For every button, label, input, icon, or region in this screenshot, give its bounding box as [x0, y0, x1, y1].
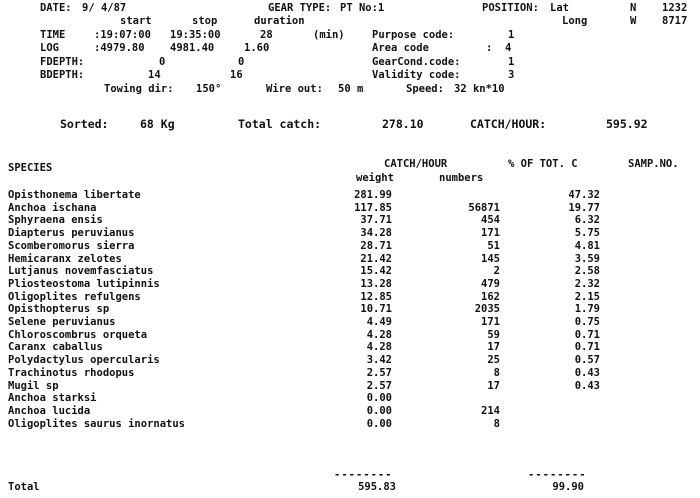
- area-code-value: : 4: [486, 42, 512, 54]
- species-name: Diapterus peruvianus: [8, 227, 135, 240]
- lat-value: 1232: [662, 2, 688, 14]
- species-numbers: 59: [487, 328, 500, 341]
- time-unit: (min): [313, 29, 345, 41]
- gear-type-value: PT No:1: [340, 2, 385, 14]
- species-numbers: 8: [493, 366, 500, 379]
- species-numbers: 2035: [474, 303, 500, 316]
- species-percent: 4.81: [574, 239, 600, 252]
- species-percent: 5.75: [574, 227, 600, 240]
- validity-code-value: 3: [508, 69, 515, 81]
- purpose-code-label: Purpose code:: [372, 29, 455, 41]
- position-label: POSITION:: [482, 2, 539, 14]
- species-weight: 2.57: [366, 379, 392, 392]
- species-weight: 34.28: [360, 227, 392, 240]
- species-name: Chloroscombrus orqueta: [8, 328, 148, 341]
- species-percent: 3.59: [574, 252, 600, 265]
- species-numbers: 214: [481, 404, 500, 417]
- species-name: Sphyraena ensis: [8, 214, 103, 227]
- species-name: Trachinotus rhodopus: [8, 366, 135, 379]
- bdepth-start: 14: [148, 69, 161, 81]
- total-catch-label: Total catch:: [238, 117, 322, 131]
- purpose-code-value: 1: [508, 29, 515, 41]
- species-numbers: 145: [481, 252, 500, 265]
- species-weight: 21.42: [360, 252, 392, 265]
- log-start: :4979.80: [94, 42, 145, 54]
- date-label: DATE:: [40, 2, 72, 14]
- col-stop-header: stop: [192, 15, 218, 27]
- col-duration-header: duration: [254, 15, 305, 27]
- speed-value: 32 kn*10: [454, 83, 505, 95]
- species-name: Anchoa lucida: [8, 404, 91, 417]
- species-weight: 37.71: [360, 214, 392, 227]
- species-weight: 13.28: [360, 277, 392, 290]
- species-percent: 0.43: [574, 366, 600, 379]
- species-percent: 19.77: [568, 201, 600, 214]
- species-name: Oligoplites refulgens: [8, 290, 141, 303]
- species-weight: 0.00: [366, 404, 392, 417]
- species-weight: 4.28: [366, 328, 392, 341]
- species-name: Polydactylus opercularis: [8, 354, 160, 367]
- species-name: Anchoa ischana: [8, 201, 97, 214]
- lat-label: Lat: [550, 2, 569, 14]
- species-column-header: SPECIES: [8, 162, 53, 174]
- species-numbers: 171: [481, 227, 500, 240]
- percent-total-column-header: % OF TOT. C: [508, 158, 578, 170]
- species-weight: 0.00: [366, 392, 392, 405]
- species-weight: 4.49: [366, 316, 392, 328]
- species-weight: 4.28: [366, 341, 392, 354]
- gearcond-code-label: GearCond.code:: [372, 56, 461, 68]
- species-percent: 0.71: [574, 341, 600, 354]
- species-name: Lutjanus novemfasciatus: [8, 265, 154, 278]
- bdepth-label: BDEPTH:: [40, 69, 85, 81]
- species-weight: 28.71: [360, 239, 392, 252]
- time-label: TIME: [40, 29, 66, 41]
- time-duration: 28: [260, 29, 273, 41]
- fdepth-stop: 0: [238, 56, 245, 68]
- species-weight: 12.85: [360, 290, 392, 303]
- species-name: Oligoplites saurus inornatus: [8, 417, 186, 430]
- species-numbers: 17: [487, 341, 500, 354]
- total-percent: 99.90: [552, 481, 584, 493]
- species-numbers: 17: [487, 379, 500, 392]
- long-value: 8717: [662, 15, 688, 27]
- catch-per-hour-column-header: CATCH/HOUR: [384, 158, 448, 170]
- species-weight: 3.42: [366, 354, 392, 367]
- towing-dir-label: Towing dir:: [104, 83, 174, 95]
- species-percent: 2.15: [574, 290, 600, 303]
- weight-column-header: weight: [356, 172, 394, 184]
- species-numbers: 479: [481, 277, 500, 290]
- date-value: 9/ 4/87: [82, 2, 127, 14]
- species-numbers: 454: [481, 214, 500, 227]
- bdepth-stop: 16: [230, 69, 243, 81]
- species-name: Caranx caballus: [8, 341, 103, 354]
- species-percent: 2.32: [574, 277, 600, 290]
- species-percent: 0.57: [574, 354, 600, 367]
- long-label: Long: [562, 15, 588, 27]
- area-code-label: Area code: [372, 42, 429, 54]
- col-start-header: start: [120, 15, 152, 27]
- species-name: Scomberomorus sierra: [8, 239, 135, 252]
- species-numbers: 51: [487, 239, 500, 252]
- sorted-label: Sorted:: [60, 117, 109, 131]
- species-name: Hemicaranx zelotes: [8, 252, 122, 265]
- log-label: LOG: [40, 42, 59, 54]
- gearcond-code-value: 1: [508, 56, 515, 68]
- species-name: Pliosteostoma lutipinnis: [8, 277, 160, 290]
- species-percent: 47.32: [568, 189, 600, 201]
- species-weight: 117.85: [354, 201, 392, 214]
- speed-label: Speed:: [406, 83, 444, 95]
- species-numbers: 171: [481, 316, 500, 328]
- sample-number-column-header: SAMP.NO.: [628, 158, 679, 170]
- species-numbers: 2: [493, 265, 500, 278]
- species-weight: 0.00: [366, 417, 392, 430]
- species-percent: 0.75: [574, 316, 600, 328]
- fdepth-start: 0: [159, 56, 166, 68]
- species-name: Mugil sp: [8, 379, 59, 392]
- wire-out-value: 50 m: [338, 83, 364, 95]
- species-name: Opisthopterus sp: [8, 303, 110, 316]
- lat-hemisphere: N: [630, 2, 637, 14]
- species-weight: 2.57: [366, 366, 392, 379]
- species-percent: 0.43: [574, 379, 600, 392]
- species-name: Selene peruvianus: [8, 316, 116, 328]
- species-numbers: 8: [493, 417, 500, 430]
- catch-per-hour-value: 595.92: [606, 117, 648, 131]
- weight-total-rule: --------: [334, 469, 393, 481]
- time-start: :19:07:00: [94, 29, 151, 41]
- towing-dir-value: 150°: [196, 83, 222, 95]
- species-numbers: 162: [481, 290, 500, 303]
- species-percent: 2.58: [574, 265, 600, 278]
- species-weight: 10.71: [360, 303, 392, 316]
- species-percent: 0.71: [574, 328, 600, 341]
- catch-per-hour-label: CATCH/HOUR:: [470, 117, 547, 131]
- species-weight: 15.42: [360, 265, 392, 278]
- percent-total-rule: --------: [528, 469, 587, 481]
- log-stop: 4981.40: [170, 42, 215, 54]
- species-percent: 6.32: [574, 214, 600, 227]
- species-name: Anchoa starksi: [8, 392, 97, 405]
- log-distance: 1.60: [244, 42, 270, 54]
- sorted-value: 68 Kg: [140, 117, 175, 131]
- total-label: Total: [8, 481, 40, 493]
- total-weight: 595.83: [358, 481, 396, 493]
- species-name: Opisthonema libertate: [8, 189, 141, 201]
- long-hemisphere: W: [630, 15, 637, 27]
- validity-code-label: Validity code:: [372, 69, 461, 81]
- species-numbers: 25: [487, 354, 500, 367]
- fdepth-label: FDEPTH:: [40, 56, 85, 68]
- total-catch-value: 278.10: [382, 117, 424, 131]
- wire-out-label: Wire out:: [266, 83, 323, 95]
- time-stop: 19:35:00: [170, 29, 221, 41]
- species-percent: 1.79: [574, 303, 600, 316]
- gear-type-label: GEAR TYPE:: [268, 2, 332, 14]
- species-weight: 281.99: [354, 189, 392, 201]
- numbers-column-header: numbers: [439, 172, 484, 184]
- species-numbers: 56871: [468, 201, 500, 214]
